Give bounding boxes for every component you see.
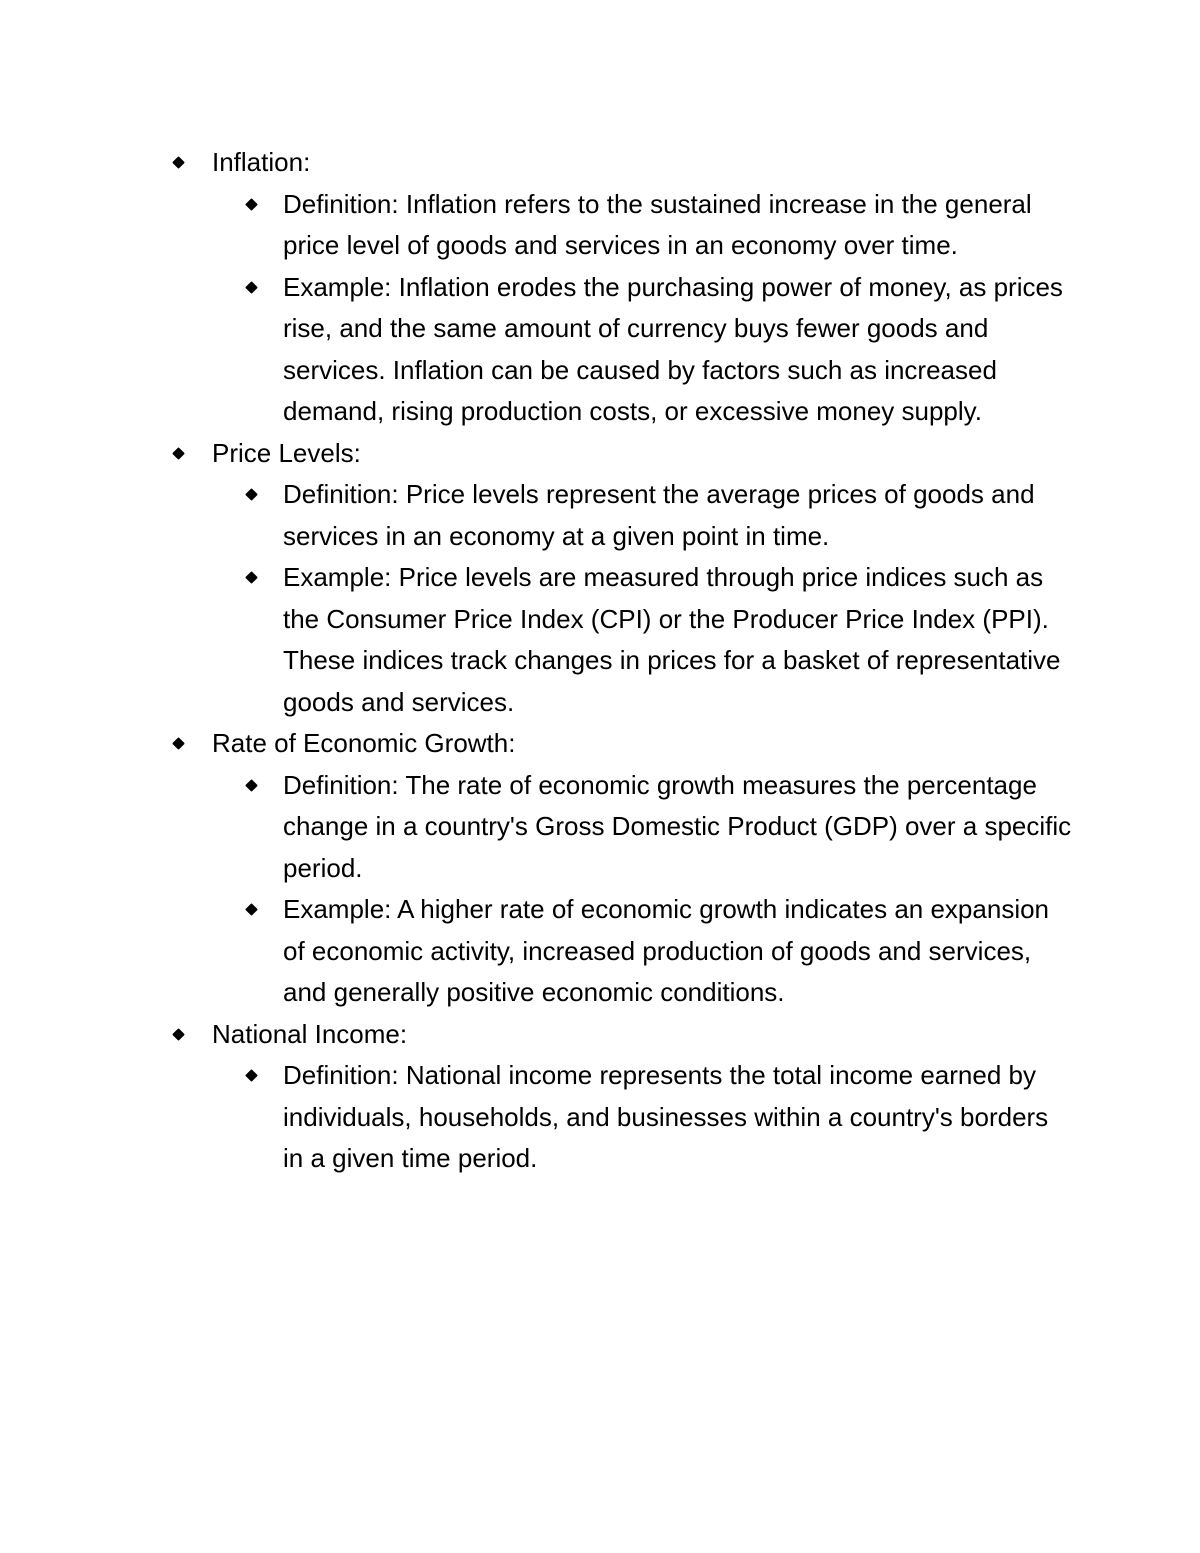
- example-text: Example: Inflation erodes the purchasing power of money, as prices rise, and the same amount of currency buys fewer goods and services. Inflation can be caused by factors such as increased demand, rising production costs, or excessive money supply.: [283, 271, 1063, 426]
- topic-details: [168, 1055, 1049, 1180]
- list-item: [239, 267, 1063, 433]
- definition-text: Definition: Inflation refers to the sustained increase in the general price level of goods and services in an economy over time.: [283, 188, 1032, 260]
- topic-title: National Income:: [212, 1018, 408, 1049]
- bullet-icon: [172, 737, 185, 750]
- bullet-icon: [245, 779, 258, 792]
- definition-text: Definition: The rate of economic growth measures the percentage change in a country's Gross Domestic Product (GDP) over a specific period.: [283, 769, 1072, 883]
- list-item: [239, 474, 1035, 557]
- topic-economic-growth: [168, 723, 1072, 1014]
- topic-details: [168, 765, 1072, 1014]
- list-item: [239, 1055, 1049, 1180]
- topic-details: [168, 184, 1063, 433]
- bullet-icon: [245, 903, 258, 916]
- topic-title: Inflation:: [212, 147, 311, 177]
- topic-title: Rate of Economic Growth:: [212, 728, 516, 758]
- bullet-icon: [172, 156, 185, 169]
- bullet-icon: [245, 1069, 258, 1082]
- example-text: Example: Price levels are measured through price indices such as the Consumer Price Index (CPI) or the Producer Price Index (PPI). These indices track changes in prices for a basket of representative goods and services.: [283, 562, 1061, 717]
- bullet-icon: [245, 571, 258, 584]
- topic-title: Price Levels:: [212, 437, 361, 468]
- list-item: [239, 184, 1032, 267]
- bullet-icon: [245, 281, 258, 294]
- definition-text: Definition: National income represents the total income earned by individuals, households, and businesses within a country's borders in a given time period.: [283, 1060, 1049, 1173]
- bullet-icon: [172, 447, 185, 460]
- topic-price-levels: [168, 433, 1068, 724]
- bullet-icon: [245, 198, 258, 211]
- bullet-icon: [245, 488, 258, 501]
- topic-national-income: [168, 1014, 1068, 1180]
- list-item: [239, 889, 1050, 1014]
- example-text: Example: A higher rate of economic growth indicates an expansion of economic activity, increased production of goods and services, and generally positive economic conditions.: [283, 894, 1050, 1007]
- topic-details: [168, 474, 1061, 723]
- topic-inflation: [168, 142, 1068, 433]
- bullet-outline: [168, 142, 1072, 1180]
- bullet-icon: [172, 1028, 185, 1041]
- definition-text: Definition: Price levels represent the average prices of goods and services in an economy at a given point in time.: [283, 479, 1035, 551]
- list-item: [239, 765, 1072, 890]
- list-item: [239, 557, 1061, 723]
